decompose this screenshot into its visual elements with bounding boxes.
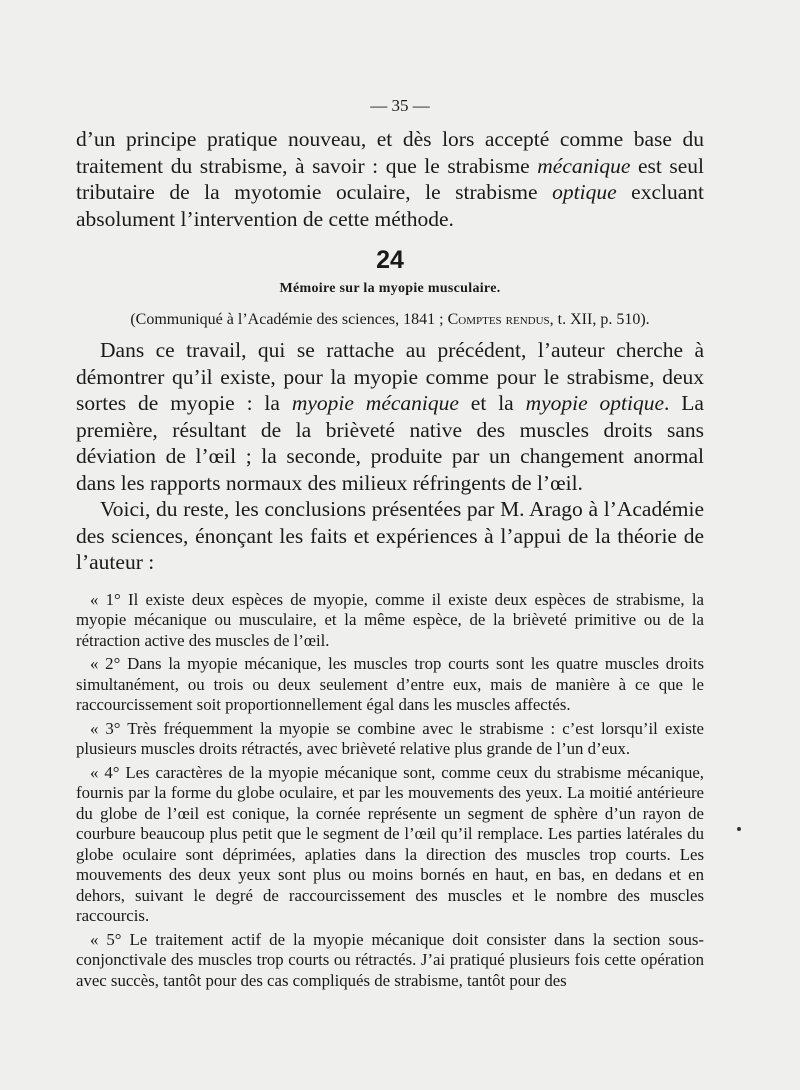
text-run: . La première, résultant de la brièveté native des muscles droits sans déviation de l’œil ; la seconde, produite par un changement anormal dans les rapports normaux des milieux réfringents de l’œil. <box>76 391 704 495</box>
conclusions-list <box>76 590 704 992</box>
italic-term: myopie mécanique <box>291 391 459 415</box>
text-run: , t. XII, p. 510). <box>549 311 650 328</box>
conclusion-item: « 4° Les caractères de la myopie mécanique sont, comme ceux du strabisme mécanique, fournis par la forme du globe oculaire, et par les mouvements des yeux. La moitié antérieure du globe de l’œil est conique, la cornée représente un segment de sphère d’un rayon de courbure beaucoup plus petit que le segment de l’œil qu’il remplace. Les parties latérales du globe oculaire sont déprimées, aplaties dans la direction des muscles trop courts. Les mouvements des deux yeux sont plus ou moins bornés en haut, en bas, en dedans et en dehors, suivant le degré de raccourcissement des muscles et le nombre des muscles raccourcis. <box>76 762 704 925</box>
communication-note <box>76 311 704 329</box>
small-caps-source: Comptes rendus <box>447 311 550 328</box>
conclusion-item: « 5° Le traitement actif de la myopie mécanique doit consister dans la section sous-conjonctivale des muscles trop courts ou rétractés. J’ai pratiqué plusieurs fois cette opération avec succès, tantôt pour des cas compliqués de strabisme, tantôt pour des <box>76 929 704 990</box>
italic-term: mécanique <box>537 153 631 178</box>
text-run: excluant absolument l’intervention de cette méthode. <box>76 180 704 231</box>
document-body <box>76 126 704 991</box>
text-run: (Communiqué à l’Académie des sciences, 1841 ; <box>130 311 448 328</box>
italic-term: optique <box>552 180 617 204</box>
print-speck <box>737 827 741 831</box>
text-run: et la <box>458 391 526 415</box>
paragraph-2: Voici, du reste, les conclusions présentées par M. Arago à l’Académie des sciences, énonçant les faits et expériences à l’appui de la théorie de l’auteur : <box>76 497 704 574</box>
intro-paragraph <box>76 126 704 232</box>
section-number: 24 <box>376 246 404 274</box>
italic-term: myopie optique <box>525 391 665 415</box>
text-run: d’un principe pratique nouveau, et dès lors accepté comme base du traitement du strabisme, à savoir : que le strabisme <box>76 127 704 178</box>
page-number: — 35 — <box>370 96 430 115</box>
section-title: Mémoire sur la myopie musculaire. <box>279 281 501 296</box>
conclusion-item: « 2° Dans la myopie mécanique, les muscles trop courts sont les quatre muscles droits simultanément, ou trois ou deux seulement d’entre eux, mais de manière à ce que le raccourcissement soit proportionnellement égal dans les muscles affectés. <box>76 654 704 714</box>
text-run: Dans ce travail, qui se rattache au précédent, l’auteur cherche à démontrer qu’il existe, pour la myopie comme pour le strabisme, deux sortes de myopie : la <box>76 338 704 415</box>
text-run: est seul tributaire de la myotomie oculaire, le strabisme <box>76 153 704 204</box>
conclusion-item: « 1° Il existe deux espèces de myopie, comme il existe deux espèces de strabisme, la myopie mécanique ou musculaire, et la même espèce, de la brièveté primitive ou de la rétraction active des muscles de l’œil. <box>76 589 704 650</box>
conclusion-item: « 3° Très fréquemment la myopie se combine avec le strabisme : c’est lorsqu’il existe plusieurs muscles droits rétractés, avec brièveté relative plus grande de l’un d’eux. <box>76 718 704 758</box>
paragraph-1 <box>76 337 704 496</box>
